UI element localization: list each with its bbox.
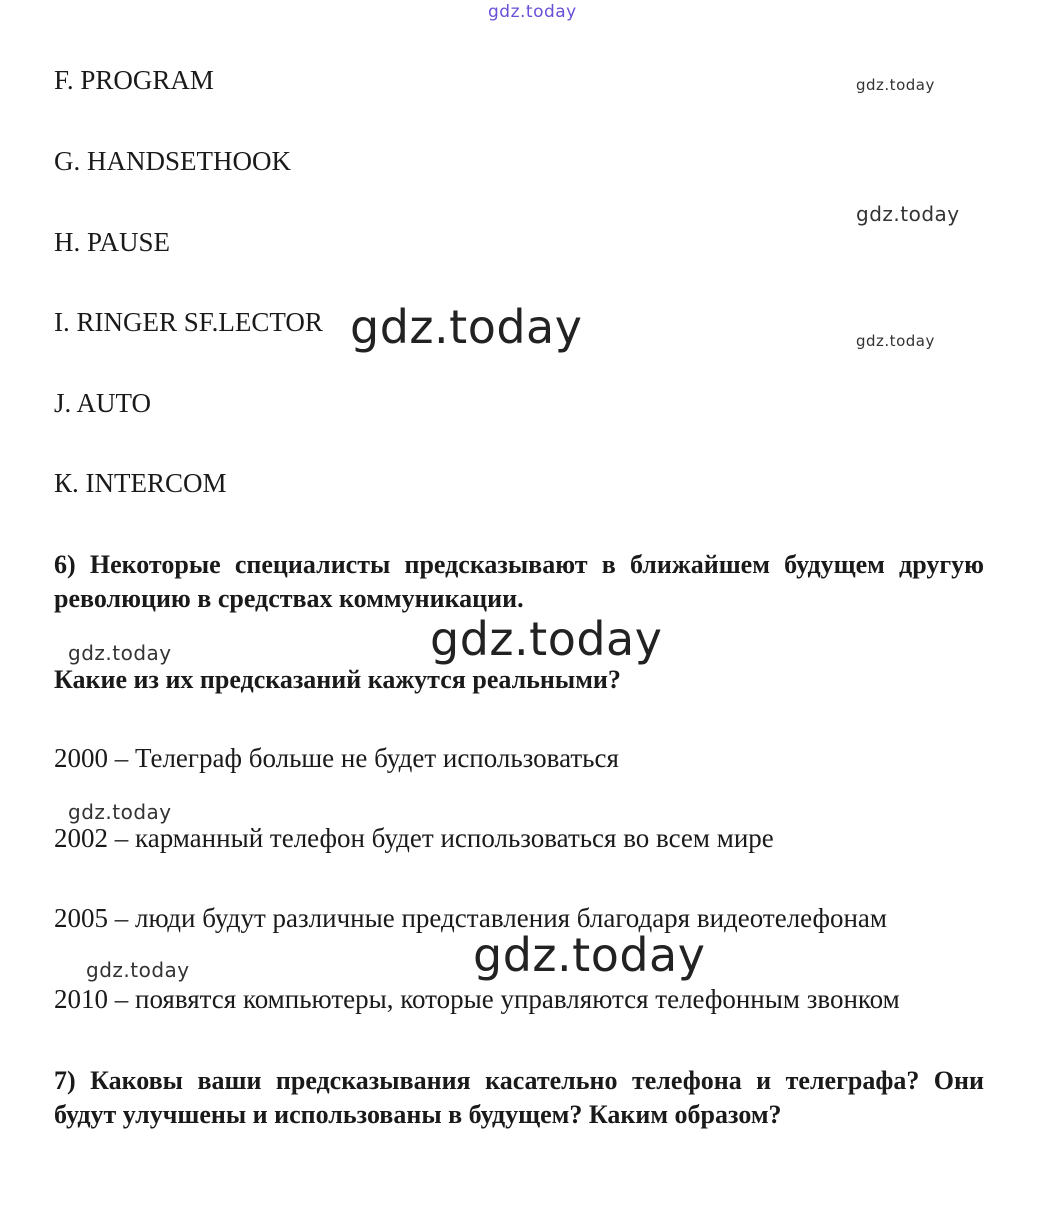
option-item: F. PROGRAM	[54, 65, 214, 95]
option-item: I. RINGER SF.LECTOR	[54, 307, 323, 337]
watermark: gdz.today	[350, 300, 583, 354]
watermark: gdz.today	[68, 800, 172, 824]
option-item: К. INTERCOM	[54, 468, 227, 498]
option-item: H. PAUSE	[54, 227, 171, 257]
option-item: J. AUTO	[54, 388, 152, 418]
watermark: gdz.today	[856, 332, 935, 350]
question-6: 6) Некоторые специалисты предсказывают в ближайшем будущем другую революцию в средствах коммуникации.	[54, 550, 984, 613]
watermark-top: gdz.today	[488, 2, 577, 22]
prediction-item: 2000 – Телеграф больше не будет использоваться	[54, 743, 619, 773]
watermark: gdz.today	[856, 76, 935, 94]
watermark: gdz.today	[473, 928, 706, 982]
prediction-item: 2002 – карманный телефон будет использоваться во всем мире	[54, 823, 774, 853]
watermark: gdz.today	[86, 958, 190, 982]
option-item: G. HANDSETHOOK	[54, 146, 291, 176]
prediction-item: 2010 – появятся компьютеры, которые управляются телефонным звонком	[54, 984, 900, 1014]
watermark: gdz.today	[856, 202, 960, 226]
question-7: 7) Каковы ваши предсказывания касательно телефона и телеграфа? Они будут улучшены и использованы в будущем? Каким образом?	[54, 1066, 984, 1129]
watermark: gdz.today	[430, 612, 663, 666]
question-6-subquestion: Какие из их предсказаний кажутся реальными?	[54, 665, 621, 694]
prediction-item: 2005 – люди будут различные представления благодаря видеотелефонам	[54, 903, 887, 933]
watermark: gdz.today	[68, 641, 172, 665]
